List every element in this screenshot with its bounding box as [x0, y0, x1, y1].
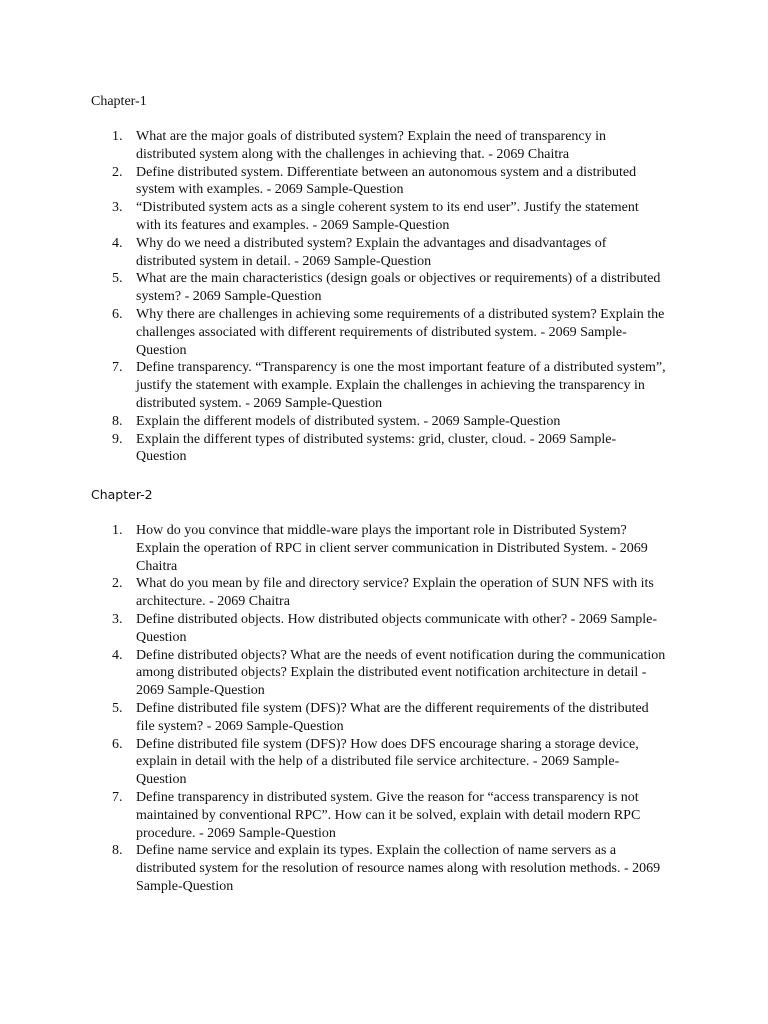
question-text: Explain the different types of distributed systems: grid, cluster, cloud. - 2069 Sample-Question — [136, 431, 617, 465]
question-text: Define distributed file system (DFS)? What are the different requirements of the distributed file system? - 2069 Sample-Question — [136, 700, 649, 734]
question-item — [0, 359, 768, 412]
question-text: Explain the different models of distributed system. - 2069 Sample-Question — [136, 413, 561, 429]
question-text: Define distributed file system (DFS)? How does DFS encourage sharing a storage device, explain in detail with the help of a distributed file service architecture. - 2069 Sample-Question — [136, 736, 639, 788]
question-item — [0, 164, 768, 200]
question-number: 6. — [112, 736, 123, 752]
question-text: Why there are challenges in achieving some requirements of a distributed system? Explain the challenges associated with different requirements of distributed system. - 2069 Sample-Question — [136, 306, 665, 358]
question-number: 7. — [112, 789, 123, 805]
question-text: How do you convince that middle-ware plays the important role in Distributed System? Explain the operation of RPC in client server communication in Distributed System. - 2069 Chaitra — [136, 523, 648, 574]
question-number: 5. — [112, 700, 123, 716]
question-item — [0, 789, 768, 842]
question-item — [0, 611, 768, 647]
question-item — [0, 700, 768, 736]
question-text: What are the major goals of distributed system? Explain the need of transparency in distributed system along with the challenges in achieving that. - 2069 Chaitra — [136, 129, 607, 162]
question-number: 8. — [112, 413, 123, 429]
question-item — [0, 128, 768, 164]
chapter-2-question-list — [0, 522, 768, 896]
question-number: 2. — [112, 164, 123, 180]
question-number: 2. — [112, 576, 123, 592]
question-item — [0, 199, 768, 235]
question-number: 4. — [112, 235, 123, 251]
question-number: 1. — [112, 129, 123, 144]
question-text: Define name service and explain its types. Explain the collection of name servers as a distributed system for the resolution of resource names along with resolution methods. - 2069 Sample-Question — [136, 843, 661, 894]
question-item — [0, 842, 768, 895]
question-number: 7. — [112, 360, 123, 376]
question-text: Why do we need a distributed system? Explain the advantages and disadvantages of distributed system in detail. - 2069 Sample-Question — [136, 235, 607, 269]
question-text: What do you mean by file and directory service? Explain the operation of SUN NFS with its architecture. - 2069 Chaitra — [136, 576, 654, 610]
chapter-1-heading: Chapter-1 — [91, 94, 147, 109]
question-item — [0, 413, 768, 431]
question-text: “Distributed system acts as a single coherent system to its end user”. Justify the statement with its features and examples. - 2069 Sample-Question — [136, 200, 639, 233]
question-text: Define distributed objects? What are the needs of event notification during the communication among distributed objects? Explain the distributed event notification architecture in detail - 2069 Sample-Question — [136, 647, 666, 699]
question-text: What are the main characteristics (design goals or objectives or requirements) of a distributed system? - 2069 Sample-Question — [136, 271, 661, 305]
chapter-1-question-list — [0, 128, 768, 466]
question-item — [0, 575, 768, 611]
question-item — [0, 270, 768, 306]
question-number: 5. — [112, 271, 123, 287]
question-item — [0, 647, 768, 700]
question-text: Define distributed system. Differentiate between an autonomous system and a distributed system with examples. - 2069 Sample-Question — [136, 164, 637, 198]
question-item — [0, 235, 768, 271]
chapter-2-heading: Chapter-2 — [91, 487, 153, 502]
question-number: 9. — [112, 431, 123, 447]
question-number: 8. — [112, 843, 123, 859]
question-item — [0, 522, 768, 575]
question-item — [0, 306, 768, 359]
question-number: 3. — [112, 611, 123, 627]
question-number: 3. — [112, 200, 123, 216]
question-number: 1. — [112, 523, 123, 538]
question-item — [0, 431, 768, 467]
question-number: 6. — [112, 306, 123, 322]
question-text: Define transparency in distributed system. Give the reason for “access transparency is not maintained by conventional RPC”. How can it be solved, explain with detail modern RPC procedure. - 2069 Sample-Question — [136, 789, 641, 841]
question-number: 4. — [112, 647, 123, 663]
question-item — [0, 736, 768, 789]
question-text: Define transparency. “Transparency is one the most important feature of a distributed system”, justify the statement with example. Explain the challenges in achieving the transparency in distributed system. - 2069 Sample-Question — [136, 360, 666, 411]
question-text: Define distributed objects. How distributed objects communicate with other? - 2069 Sample-Question — [136, 611, 657, 645]
